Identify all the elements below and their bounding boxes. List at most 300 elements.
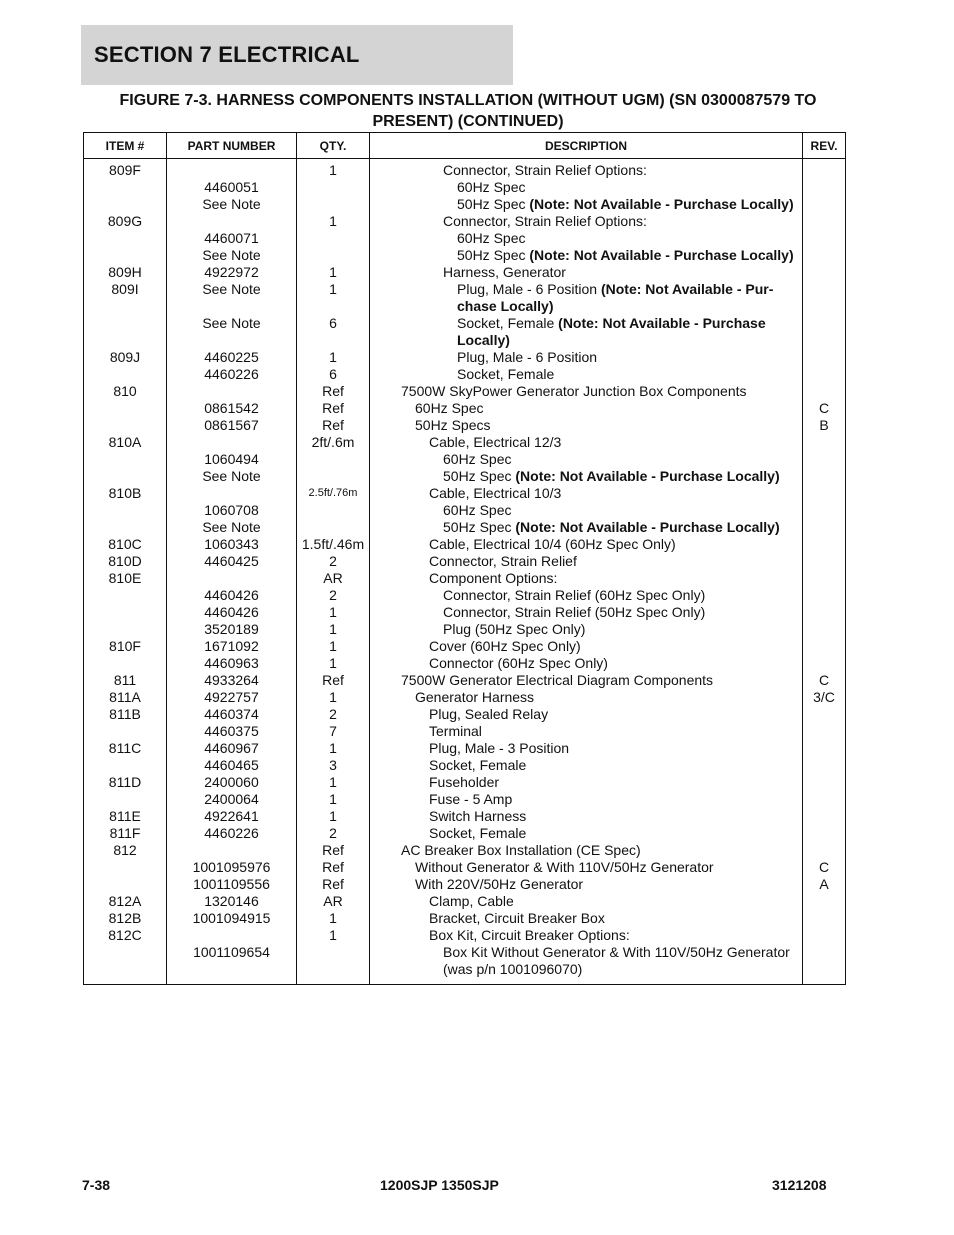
- part-number-cell: 2400064: [167, 791, 297, 808]
- part-number-cell: 4460426: [167, 587, 297, 604]
- qty-cell: 1: [297, 910, 370, 927]
- rev-cell: [803, 655, 846, 672]
- figure-title-line-1: FIGURE 7-3. HARNESS COMPONENTS INSTALLATION (WITHOUT UGM) (SN 0300087579 TO: [119, 92, 817, 109]
- description-text: Connector, Strain Relief: [429, 553, 577, 569]
- part-number-cell: [167, 213, 297, 230]
- qty-cell: 3: [297, 757, 370, 774]
- rev-cell: [803, 706, 846, 723]
- description-text: Cable, Electrical 10/4 (60Hz Spec Only): [429, 536, 676, 552]
- part-number-cell: 1671092: [167, 638, 297, 655]
- rev-cell: C: [803, 859, 846, 876]
- item-cell: [84, 247, 167, 264]
- rev-cell: [803, 230, 846, 247]
- qty-cell: 1: [297, 213, 370, 230]
- rev-cell: B: [803, 417, 846, 434]
- item-cell: [84, 315, 167, 349]
- footer-doc-number: 3121208: [772, 1177, 827, 1193]
- qty-cell: Ref: [297, 383, 370, 400]
- description-text: Plug, Male - 6 Position: [457, 349, 598, 365]
- description-text: Terminal: [429, 723, 482, 739]
- description-cell: [370, 859, 803, 876]
- rev-cell: [803, 485, 846, 502]
- part-number-cell: [167, 927, 297, 944]
- description-cell: [370, 468, 803, 485]
- rev-cell: [803, 179, 846, 196]
- description-cell: [370, 485, 803, 502]
- table-row: [84, 451, 846, 468]
- description-note: (Note: Not Available - Pur-chase Locally): [457, 281, 774, 314]
- description-text: AC Breaker Box Installation (CE Spec): [401, 842, 641, 858]
- item-cell: [84, 723, 167, 740]
- part-number-cell: 4933264: [167, 672, 297, 689]
- description-cell: [370, 400, 803, 417]
- item-cell: [84, 196, 167, 213]
- description-text: Connector, Strain Relief (60Hz Spec Only): [443, 587, 706, 603]
- item-cell: 809G: [84, 213, 167, 230]
- qty-cell: 2: [297, 553, 370, 570]
- description-cell: [370, 247, 803, 264]
- part-number-cell: 2400060: [167, 774, 297, 791]
- description-cell: [370, 842, 803, 859]
- table-row: [84, 281, 846, 315]
- table-row: [84, 621, 846, 638]
- table-row: [84, 587, 846, 604]
- part-number-cell: 4460051: [167, 179, 297, 196]
- table-row: [84, 723, 846, 740]
- qty-cell: 1: [297, 927, 370, 944]
- description-text: 60Hz Spec: [443, 451, 512, 467]
- part-number-cell: 3520189: [167, 621, 297, 638]
- part-number-cell: 1001095976: [167, 859, 297, 876]
- qty-cell: 1.5ft/.46m: [297, 536, 370, 553]
- table-row: [84, 366, 846, 383]
- qty-cell: 1: [297, 638, 370, 655]
- description-cell: [370, 689, 803, 706]
- description-cell: [370, 349, 803, 366]
- description-cell: [370, 740, 803, 757]
- rev-cell: [803, 604, 846, 621]
- description-text: Connector, Strain Relief (50Hz Spec Only): [443, 604, 706, 620]
- description-text: 60Hz Spec: [415, 400, 484, 416]
- qty-cell: Ref: [297, 672, 370, 689]
- rev-cell: [803, 451, 846, 468]
- part-number-cell: 4460071: [167, 230, 297, 247]
- description-text: Box Kit Without Generator & With 110V/50Hz Generator (was p/n 1001096070): [443, 944, 790, 977]
- table-row: [84, 434, 846, 451]
- table-row: [84, 264, 846, 281]
- description-cell: [370, 910, 803, 927]
- part-number-cell: 4922972: [167, 264, 297, 281]
- item-cell: 811A: [84, 689, 167, 706]
- item-cell: 812C: [84, 927, 167, 944]
- column-header-item: ITEM #: [84, 133, 167, 159]
- table-row: [84, 655, 846, 672]
- table-row: [84, 672, 846, 689]
- part-number-cell: 4460425: [167, 553, 297, 570]
- qty-cell: 1: [297, 689, 370, 706]
- table-row: [84, 485, 846, 502]
- table-row: [84, 689, 846, 706]
- part-number-cell: See Note: [167, 281, 297, 315]
- description-cell: [370, 944, 803, 985]
- rev-cell: [803, 757, 846, 774]
- description-cell: [370, 570, 803, 587]
- description-cell: [370, 672, 803, 689]
- description-cell: [370, 706, 803, 723]
- rev-cell: [803, 791, 846, 808]
- description-cell: [370, 366, 803, 383]
- description-cell: [370, 196, 803, 213]
- table-row: [84, 604, 846, 621]
- qty-cell: 2: [297, 825, 370, 842]
- description-text: 7500W Generator Electrical Diagram Components: [401, 672, 714, 688]
- description-text: Connector, Strain Relief Options:: [443, 162, 647, 178]
- description-cell: [370, 519, 803, 536]
- description-cell: [370, 774, 803, 791]
- table-row: [84, 859, 846, 876]
- description-cell: [370, 825, 803, 842]
- qty-cell: 1: [297, 349, 370, 366]
- part-number-cell: [167, 383, 297, 400]
- part-number-cell: [167, 485, 297, 502]
- rev-cell: [803, 723, 846, 740]
- item-cell: 811E: [84, 808, 167, 825]
- description-cell: [370, 502, 803, 519]
- column-header-description: DESCRIPTION: [370, 133, 803, 159]
- qty-cell: [297, 230, 370, 247]
- description-text: Fuseholder: [429, 774, 500, 790]
- table-row: [84, 706, 846, 723]
- item-cell: 810E: [84, 570, 167, 587]
- description-text: Switch Harness: [429, 808, 527, 824]
- table-row: [84, 825, 846, 842]
- item-cell: 810D: [84, 553, 167, 570]
- rev-cell: [803, 315, 846, 349]
- part-number-cell: 4460225: [167, 349, 297, 366]
- qty-cell: [297, 451, 370, 468]
- rev-cell: [803, 159, 846, 180]
- item-cell: 811B: [84, 706, 167, 723]
- description-cell: [370, 536, 803, 553]
- rev-cell: C: [803, 672, 846, 689]
- table-row: [84, 927, 846, 944]
- qty-cell: [297, 196, 370, 213]
- part-number-cell: 1001109654: [167, 944, 297, 985]
- description-note: (Note: Not Available - Purchase Locally): [529, 196, 794, 212]
- section-title: SECTION 7 ELECTRICAL: [94, 42, 360, 67]
- table-row: [84, 757, 846, 774]
- rev-cell: [803, 281, 846, 315]
- qty-cell: [297, 247, 370, 264]
- part-number-cell: 4460375: [167, 723, 297, 740]
- qty-cell: AR: [297, 570, 370, 587]
- item-cell: 811: [84, 672, 167, 689]
- table-row: [84, 808, 846, 825]
- table-row: [84, 910, 846, 927]
- item-cell: 812A: [84, 893, 167, 910]
- rev-cell: [803, 893, 846, 910]
- part-number-cell: [167, 159, 297, 180]
- item-cell: [84, 179, 167, 196]
- description-text: 60Hz Spec: [457, 179, 526, 195]
- description-text: 50Hz Spec: [457, 196, 526, 212]
- item-cell: 809J: [84, 349, 167, 366]
- part-number-cell: 1060343: [167, 536, 297, 553]
- qty-cell: 1: [297, 621, 370, 638]
- rev-cell: [803, 910, 846, 927]
- item-cell: [84, 655, 167, 672]
- item-cell: 811C: [84, 740, 167, 757]
- item-cell: [84, 451, 167, 468]
- table-row: [84, 179, 846, 196]
- part-number-cell: See Note: [167, 468, 297, 485]
- column-header-part-number: PART NUMBER: [167, 133, 297, 159]
- description-text: Cable, Electrical 10/3: [429, 485, 562, 501]
- rev-cell: [803, 808, 846, 825]
- item-cell: 812: [84, 842, 167, 859]
- table-row: [84, 349, 846, 366]
- description-note: (Note: Not Available - Purchase Locally): [515, 519, 780, 535]
- part-number-cell: 4460226: [167, 825, 297, 842]
- description-text: Harness, Generator: [443, 264, 566, 280]
- qty-cell: 1: [297, 264, 370, 281]
- rev-cell: [803, 621, 846, 638]
- item-cell: [84, 468, 167, 485]
- qty-cell: [297, 519, 370, 536]
- rev-cell: [803, 502, 846, 519]
- description-text: Socket, Female: [457, 315, 555, 331]
- item-cell: 810F: [84, 638, 167, 655]
- description-cell: [370, 893, 803, 910]
- part-number-cell: 1320146: [167, 893, 297, 910]
- item-cell: [84, 587, 167, 604]
- rev-cell: [803, 366, 846, 383]
- rev-cell: [803, 247, 846, 264]
- description-text: Plug, Male - 6 Position: [457, 281, 598, 297]
- item-cell: 812B: [84, 910, 167, 927]
- part-number-cell: [167, 570, 297, 587]
- item-cell: 811F: [84, 825, 167, 842]
- rev-cell: [803, 587, 846, 604]
- rev-cell: [803, 264, 846, 281]
- table-row: [84, 740, 846, 757]
- rev-cell: [803, 196, 846, 213]
- item-cell: [84, 757, 167, 774]
- item-cell: [84, 366, 167, 383]
- qty-cell: 1: [297, 159, 370, 180]
- qty-cell: 1: [297, 740, 370, 757]
- item-cell: 810A: [84, 434, 167, 451]
- description-text: 50Hz Spec: [443, 468, 512, 484]
- table-row: [84, 502, 846, 519]
- description-text: Generator Harness: [415, 689, 535, 705]
- part-number-cell: See Note: [167, 247, 297, 264]
- description-note: (Note: Not Available - Purchase Locally): [457, 315, 766, 348]
- description-cell: [370, 213, 803, 230]
- rev-cell: [803, 825, 846, 842]
- table-row: [84, 893, 846, 910]
- description-cell: [370, 281, 803, 315]
- qty-cell: Ref: [297, 859, 370, 876]
- table-row: [84, 791, 846, 808]
- rev-cell: A: [803, 876, 846, 893]
- table-row: [84, 230, 846, 247]
- description-cell: [370, 159, 803, 180]
- description-cell: [370, 927, 803, 944]
- table-row: [84, 876, 846, 893]
- description-cell: [370, 383, 803, 400]
- description-text: Cable, Electrical 12/3: [429, 434, 562, 450]
- qty-cell: [297, 179, 370, 196]
- rev-cell: [803, 536, 846, 553]
- description-text: Socket, Female: [429, 825, 527, 841]
- description-text: 60Hz Spec: [443, 502, 512, 518]
- part-number-cell: [167, 842, 297, 859]
- description-cell: [370, 791, 803, 808]
- table-row: [84, 536, 846, 553]
- description-text: 50Hz Specs: [415, 417, 491, 433]
- description-cell: [370, 638, 803, 655]
- description-cell: [370, 451, 803, 468]
- qty-cell: 2: [297, 706, 370, 723]
- table-header-row: [84, 133, 846, 159]
- item-cell: [84, 621, 167, 638]
- footer-model: 1200SJP 1350SJP: [380, 1177, 499, 1193]
- qty-cell: 1: [297, 774, 370, 791]
- item-cell: [84, 417, 167, 434]
- description-text: Socket, Female: [457, 366, 555, 382]
- qty-cell: 1: [297, 604, 370, 621]
- description-cell: [370, 553, 803, 570]
- qty-cell: 1: [297, 281, 370, 315]
- qty-cell: Ref: [297, 417, 370, 434]
- part-number-cell: 4922757: [167, 689, 297, 706]
- rev-cell: [803, 553, 846, 570]
- description-note: (Note: Not Available - Purchase Locally): [515, 468, 780, 484]
- table-row: [84, 213, 846, 230]
- description-cell: [370, 230, 803, 247]
- description-cell: [370, 655, 803, 672]
- item-cell: [84, 230, 167, 247]
- table-row: [84, 247, 846, 264]
- rev-cell: [803, 638, 846, 655]
- table-body: [84, 159, 846, 985]
- table-row: [84, 400, 846, 417]
- part-number-cell: 4460963: [167, 655, 297, 672]
- part-number-cell: 1001094915: [167, 910, 297, 927]
- table-row: [84, 944, 846, 985]
- qty-cell: 2: [297, 587, 370, 604]
- description-text: Plug (50Hz Spec Only): [443, 621, 586, 637]
- item-cell: [84, 400, 167, 417]
- item-cell: [84, 519, 167, 536]
- qty-cell: 1: [297, 655, 370, 672]
- description-text: 60Hz Spec: [457, 230, 526, 246]
- description-text: Without Generator & With 110V/50Hz Generator: [415, 859, 714, 875]
- part-number-cell: 4460226: [167, 366, 297, 383]
- item-cell: 810: [84, 383, 167, 400]
- description-cell: [370, 723, 803, 740]
- qty-cell: 1: [297, 791, 370, 808]
- description-text: Clamp, Cable: [429, 893, 514, 909]
- table-row: [84, 383, 846, 400]
- item-cell: 809I: [84, 281, 167, 315]
- column-header-rev: REV.: [803, 133, 846, 159]
- item-cell: [84, 876, 167, 893]
- rev-cell: [803, 740, 846, 757]
- description-text: Component Options:: [429, 570, 558, 586]
- description-cell: [370, 757, 803, 774]
- rev-cell: [803, 434, 846, 451]
- description-cell: [370, 604, 803, 621]
- part-number-cell: 1060494: [167, 451, 297, 468]
- description-text: Plug, Sealed Relay: [429, 706, 549, 722]
- qty-cell: Ref: [297, 842, 370, 859]
- description-text: 7500W SkyPower Generator Junction Box Components: [401, 383, 747, 399]
- rev-cell: [803, 944, 846, 985]
- qty-cell: 6: [297, 315, 370, 349]
- qty-cell: Ref: [297, 876, 370, 893]
- table-row: [84, 519, 846, 536]
- column-header-qty: QTY.: [297, 133, 370, 159]
- table-row: [84, 196, 846, 213]
- description-cell: [370, 621, 803, 638]
- table-row: [84, 638, 846, 655]
- table-row: [84, 553, 846, 570]
- item-cell: [84, 944, 167, 985]
- table-row: [84, 315, 846, 349]
- item-cell: 810B: [84, 485, 167, 502]
- part-number-cell: 1001109556: [167, 876, 297, 893]
- item-cell: [84, 859, 167, 876]
- table-row: [84, 570, 846, 587]
- description-cell: [370, 179, 803, 196]
- qty-cell: 7: [297, 723, 370, 740]
- parts-table: [83, 132, 846, 985]
- part-number-cell: 0861542: [167, 400, 297, 417]
- part-number-cell: 0861567: [167, 417, 297, 434]
- item-cell: 809F: [84, 159, 167, 180]
- description-text: Cover (60Hz Spec Only): [429, 638, 581, 654]
- rev-cell: [803, 383, 846, 400]
- rev-cell: [803, 349, 846, 366]
- table-row: [84, 468, 846, 485]
- rev-cell: [803, 842, 846, 859]
- description-cell: [370, 876, 803, 893]
- description-note: (Note: Not Available - Purchase Locally): [529, 247, 794, 263]
- part-number-cell: 4460465: [167, 757, 297, 774]
- description-text: Socket, Female: [429, 757, 527, 773]
- part-number-cell: See Note: [167, 315, 297, 349]
- description-cell: [370, 808, 803, 825]
- description-text: With 220V/50Hz Generator: [415, 876, 584, 892]
- item-cell: 810C: [84, 536, 167, 553]
- item-cell: [84, 791, 167, 808]
- item-cell: [84, 502, 167, 519]
- qty-cell: 2ft/.6m: [297, 434, 370, 451]
- description-cell: [370, 417, 803, 434]
- figure-title-line-2: PRESENT) (CONTINUED): [372, 113, 564, 130]
- figure-title: [82, 90, 854, 132]
- item-cell: 811D: [84, 774, 167, 791]
- footer-page-number: 7-38: [82, 1177, 111, 1193]
- rev-cell: [803, 774, 846, 791]
- rev-cell: [803, 213, 846, 230]
- part-number-cell: 4460374: [167, 706, 297, 723]
- qty-cell: Ref: [297, 400, 370, 417]
- rev-cell: [803, 519, 846, 536]
- qty-cell: 6: [297, 366, 370, 383]
